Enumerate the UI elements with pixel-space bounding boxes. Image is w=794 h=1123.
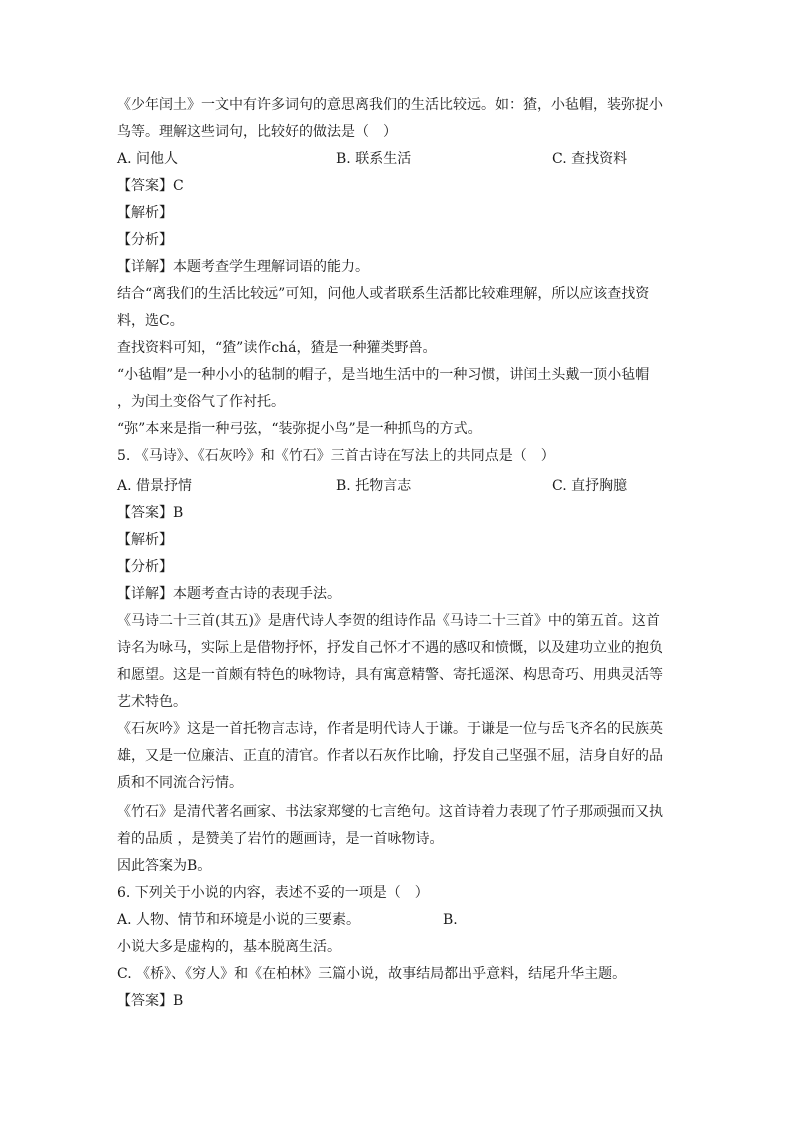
q5-conclusion: 因此答案为B。: [117, 858, 212, 874]
q6-option-a: A. 人物、情节和环境是小说的三要素。: [117, 912, 361, 928]
q6-option-c: C. 《桥》、《穷人》和《在柏林》三篇小说，故事结局都出乎意料，结尾升华主题。: [117, 966, 627, 982]
q5-stem: 5. 《马诗》、《石灰吟》和《竹石》三首古诗在写法上的共同点是（ ）: [117, 448, 555, 464]
q5-para1-line4: 艺术特色。: [117, 694, 187, 710]
q5-para1-line2: 诗名为咏马，实际上是借物抒怀，抒发自己怀才不遇的感叹和愤慨，以及建功立业的抱负: [117, 640, 663, 656]
q4-detail: 【详解】本题考查学生理解词语的能力。: [117, 259, 369, 275]
q4-para3-line1: “小毡帽”是一种小小的毡制的帽子，是当地生活中的一种习惯，讲闰土头戴一顶小毡帽: [117, 367, 650, 383]
q5-para2-line1: 《石灰吟》这是一首托物言志诗，作者是明代诗人于谦。于谦是一位与岳飞齐名的民族英: [117, 721, 663, 737]
q5-para2-line3: 质和不同流合污情。: [117, 775, 243, 791]
q4-option-b: B. 联系生活: [336, 151, 412, 167]
q4-para3-line2: ，为闰土变俗气了作衬托。: [117, 394, 285, 410]
q5-para1-line3: 和愿望。这是一首颇有特色的咏物诗，具有寓意精警、寄托遥深、构思奇巧、用典灵活等: [117, 667, 663, 683]
q5-para3-line1: 《竹石》是清代著名画家、书法家郑燮的七言绝句。这首诗着力表现了竹子那顽强而又执: [117, 804, 663, 820]
q4-para2: 查找资料可知，“猹”读作chá，猹是一种獾类野兽。: [117, 340, 437, 356]
q5-option-b: B. 托物言志: [336, 478, 412, 494]
q4-para1-line2: 料，选C。: [117, 313, 184, 329]
q4-para4: “弥”本来是指一种弓弦，“装弥捉小鸟”是一种抓鸟的方式。: [117, 421, 482, 437]
q5-fenxi-label: 【分析】: [117, 559, 173, 575]
q5-para3-line2: 着的品质 ，是赞美了岩竹的题画诗，是一首咏物诗。: [117, 831, 444, 847]
q4-option-c: C. 查找资料: [552, 151, 628, 167]
q4-answer: 【答案】C: [117, 178, 184, 194]
q5-option-c: C. 直抒胸臆: [552, 478, 628, 494]
q4-option-a: A. 问他人: [117, 151, 179, 167]
q5-para2-line2: 雄，又是一位廉洁、正直的清官。作者以石灰作比喻，抒发自己坚强不屈，洁身自好的品: [117, 748, 663, 764]
q4-jiexi-label: 【解析】: [117, 205, 173, 221]
q5-para1-line1: 《马诗二十三首(其五)》是唐代诗人李贺的组诗作品《马诗二十三首》中的第五首。这首: [117, 613, 660, 629]
q5-answer: 【答案】B: [117, 505, 184, 521]
q6-option-b-label: B.: [443, 912, 458, 928]
q5-option-a: A. 借景抒情: [117, 478, 193, 494]
q4-para1-line1: 结合“离我们的生活比较远”可知，问他人或者联系生活都比较难理解，所以应该查找资: [117, 286, 650, 302]
q5-detail: 【详解】本题考查古诗的表现手法。: [117, 586, 341, 602]
q4-fenxi-label: 【分析】: [117, 232, 173, 248]
q6-stem: 6. 下列关于小说的内容，表述不妥的一项是（ ）: [117, 885, 429, 901]
q4-stem-line2: 鸟等。理解这些词句，比较好的做法是（ ）: [117, 124, 397, 140]
q6-answer: 【答案】B: [117, 993, 184, 1009]
q5-jiexi-label: 【解析】: [117, 532, 173, 548]
q4-stem-line1: 《少年闰土》一文中有许多词句的意思离我们的生活比较远。如：猹，小毡帽，装弥捉小: [117, 97, 663, 113]
q6-option-b-text: 小说大多是虚构的，基本脱离生活。: [117, 939, 341, 955]
